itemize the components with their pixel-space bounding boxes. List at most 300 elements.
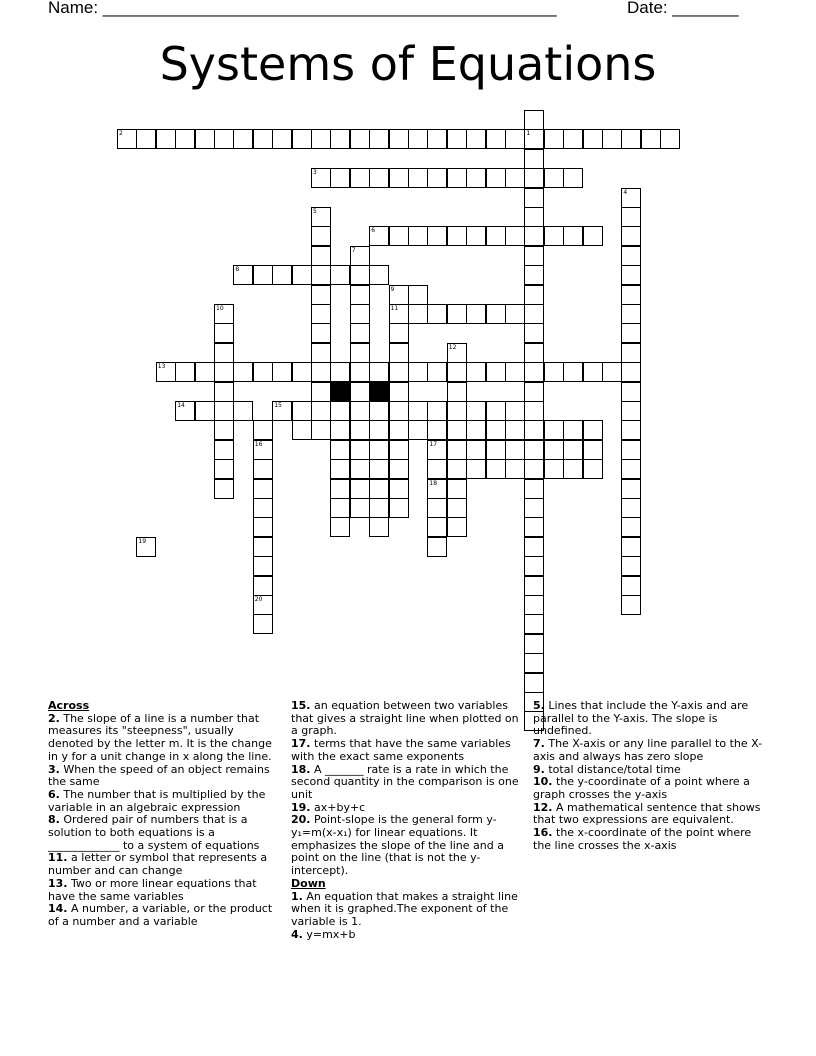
clue-number-14: 14 [177, 402, 185, 409]
crossword-cell[interactable] [524, 401, 544, 421]
crossword-cell[interactable] [311, 420, 331, 440]
crossword-cell[interactable] [369, 265, 389, 285]
clue-across-14: 14. A number, a variable, or the product of a number and a variable [48, 902, 273, 928]
crossword-cell[interactable] [621, 420, 641, 440]
crossword-cell[interactable] [350, 129, 370, 149]
crossword-cell[interactable] [427, 168, 447, 188]
crossword-cell[interactable] [195, 129, 215, 149]
crossword-cell[interactable] [544, 420, 564, 440]
crossword-cell[interactable] [253, 479, 273, 499]
crossword-cell[interactable] [524, 556, 544, 576]
crossword-cell[interactable] [505, 440, 525, 460]
crossword-cell[interactable] [544, 129, 564, 149]
crossword-cell[interactable] [486, 168, 506, 188]
clue-number-8: 8 [235, 266, 240, 274]
crossword-cell[interactable] [447, 362, 467, 382]
crossword-cell[interactable] [486, 362, 506, 382]
crossword-cell[interactable] [330, 479, 350, 499]
crossword-cell[interactable] [427, 304, 447, 324]
crossword-cell[interactable] [524, 265, 544, 285]
black-cell [330, 382, 350, 402]
crossword-cell[interactable] [621, 537, 641, 557]
crossword-cell[interactable] [214, 382, 234, 402]
crossword-cell[interactable] [466, 440, 486, 460]
clue-across-3: 3. When the speed of an object remains the same [48, 762, 270, 789]
crossword-cell[interactable] [253, 129, 273, 149]
page-title: Systems of Equations [159, 37, 657, 91]
crossword-cell[interactable] [447, 517, 467, 537]
crossword-cell[interactable] [350, 498, 370, 518]
crossword-cell[interactable] [544, 459, 564, 479]
crossword-cell[interactable] [524, 226, 544, 246]
crossword-cell[interactable] [389, 498, 409, 518]
date-field[interactable]: Date: _______ [627, 0, 739, 17]
crossword-cell[interactable] [563, 226, 583, 246]
clue-number-11: 11 [390, 305, 399, 312]
crossword-cell[interactable] [253, 362, 273, 382]
crossword-cell[interactable] [350, 420, 370, 440]
crossword-cell[interactable] [253, 576, 273, 596]
crossword-cell[interactable] [389, 382, 409, 402]
crossword-cell[interactable] [389, 129, 409, 149]
crossword-cell[interactable] [408, 285, 428, 305]
across-heading: Across [48, 699, 90, 712]
crossword-cell[interactable] [408, 304, 428, 324]
crossword-cell[interactable] [486, 226, 506, 246]
crossword-cell[interactable] [330, 459, 350, 479]
crossword-cell[interactable] [369, 479, 389, 499]
crossword-cell[interactable] [563, 420, 583, 440]
clue-number-5: 5 [313, 208, 317, 215]
clue-across-11: 11. a letter or symbol that represents a number and can change [48, 851, 268, 878]
crossword-cell[interactable] [175, 401, 195, 421]
crossword-cell[interactable] [175, 362, 195, 382]
crossword-cell[interactable] [214, 343, 234, 363]
crossword-cell[interactable] [350, 362, 370, 382]
crossword-cell[interactable] [389, 459, 409, 479]
crossword-cell[interactable] [524, 188, 544, 208]
crossword-cell[interactable] [369, 226, 389, 246]
crossword-cell[interactable] [195, 362, 215, 382]
crossword-cell[interactable] [369, 129, 389, 149]
crossword-cell[interactable] [621, 129, 641, 149]
crossword-cell[interactable] [330, 440, 350, 460]
clue-number-1: 1 [526, 130, 531, 138]
crossword-cell[interactable] [447, 129, 467, 149]
clue-number-6: 6 [371, 227, 376, 235]
crossword-cell[interactable] [524, 304, 544, 324]
crossword-cell[interactable] [292, 420, 312, 440]
crossword-cell[interactable] [563, 440, 583, 460]
crossword-cell[interactable] [447, 304, 467, 324]
crossword-cell[interactable] [408, 226, 428, 246]
crossword-cell[interactable] [253, 498, 273, 518]
crossword-cell[interactable] [214, 401, 234, 421]
crossword-cell[interactable] [272, 362, 292, 382]
crossword-cell[interactable] [621, 285, 641, 305]
crossword-cell[interactable] [466, 420, 486, 440]
crossword-cell[interactable] [330, 498, 350, 518]
crossword-cell[interactable] [583, 459, 603, 479]
crossword-cell[interactable] [466, 362, 486, 382]
crossword-cell[interactable] [583, 440, 603, 460]
crossword-cell[interactable] [175, 129, 195, 149]
crossword-cell[interactable] [486, 420, 506, 440]
clue-number-15: 15 [274, 402, 282, 409]
crossword-cell[interactable] [408, 168, 428, 188]
crossword-cell[interactable] [447, 343, 467, 363]
crossword-cell[interactable] [427, 498, 447, 518]
crossword-cell[interactable] [272, 265, 292, 285]
crossword-cell[interactable] [641, 129, 661, 149]
crossword-cell[interactable] [369, 517, 389, 537]
crossword-cell[interactable] [544, 168, 564, 188]
crossword-cell[interactable] [389, 420, 409, 440]
clue-down-4: 4. y=mx+b [291, 927, 356, 941]
crossword-cell[interactable] [350, 323, 370, 343]
crossword-cell[interactable] [350, 401, 370, 421]
crossword-cell[interactable] [447, 440, 467, 460]
crossword-cell[interactable] [524, 614, 544, 634]
crossword-cell[interactable] [330, 517, 350, 537]
clue-number-3: 3 [313, 169, 317, 177]
crossword-cell[interactable] [369, 401, 389, 421]
crossword-cell[interactable] [602, 129, 622, 149]
crossword-cell[interactable] [447, 459, 467, 479]
crossword-cell[interactable] [389, 479, 409, 499]
crossword-cell[interactable] [466, 129, 486, 149]
crossword-cell[interactable] [524, 479, 544, 499]
crossword-cell[interactable] [350, 285, 370, 305]
clue-down-12: 12. A mathematical sentence that shows that two expressions are equivalent. [533, 800, 761, 827]
crossword-cell[interactable] [389, 168, 409, 188]
crossword-cell[interactable] [350, 246, 370, 266]
crossword-cell[interactable] [427, 129, 447, 149]
crossword-cell[interactable] [389, 401, 409, 421]
down-heading: Down [291, 876, 326, 890]
clue-across-17: 17. terms that have the same variables with the exact same exponents [291, 737, 511, 763]
crossword-cell[interactable] [389, 323, 409, 343]
crossword-cell[interactable] [447, 226, 467, 246]
crossword-cell[interactable] [621, 479, 641, 499]
crossword-cell[interactable] [389, 440, 409, 460]
crossword-cell[interactable] [311, 323, 331, 343]
clue-number-17: 17 [429, 440, 438, 448]
crossword-cell[interactable] [330, 129, 350, 149]
clue-number-4: 4 [623, 188, 628, 196]
crossword-cell[interactable] [195, 401, 215, 421]
crossword-cell[interactable] [311, 168, 331, 188]
crossword-cell[interactable] [311, 382, 331, 402]
crossword-cell[interactable] [214, 420, 234, 440]
crossword-cell[interactable] [350, 382, 370, 402]
clue-down-9: 9. total distance/total time [533, 762, 681, 776]
crossword-cell[interactable] [369, 459, 389, 479]
crossword-cell[interactable] [524, 440, 544, 460]
crossword-cell[interactable] [524, 517, 544, 537]
crossword-cell[interactable] [389, 362, 409, 382]
crossword-cell[interactable] [583, 129, 603, 149]
clue-number-18: 18 [429, 479, 438, 487]
crossword-cell[interactable] [233, 265, 253, 285]
crossword-cell[interactable] [253, 556, 273, 576]
clue-number-2: 2 [119, 130, 123, 138]
clue-number-10: 10 [216, 305, 224, 312]
crossword-cell[interactable] [214, 479, 234, 499]
crossword-cell[interactable] [505, 226, 525, 246]
crossword-cell[interactable] [292, 362, 312, 382]
crossword-cell[interactable] [466, 226, 486, 246]
crossword-cell[interactable] [621, 517, 641, 537]
crossword-cell[interactable] [466, 401, 486, 421]
crossword-cell[interactable] [563, 168, 583, 188]
crossword-cell[interactable] [621, 246, 641, 266]
crossword-cell[interactable] [311, 362, 331, 382]
crossword-cell[interactable] [292, 401, 312, 421]
crossword-cell[interactable] [350, 479, 370, 499]
crossword-cell[interactable] [563, 362, 583, 382]
crossword-cell[interactable] [311, 207, 331, 227]
crossword-cell[interactable] [466, 459, 486, 479]
clue-across-18: 18. A _______ rate is a rate in which the second quantity in the comparison is one unit [291, 762, 519, 801]
crossword-cell[interactable] [505, 304, 525, 324]
crossword-cell[interactable] [563, 459, 583, 479]
crossword-cell[interactable] [389, 285, 409, 305]
crossword-cell[interactable] [253, 537, 273, 557]
crossword-cell[interactable] [524, 673, 544, 693]
crossword-cell[interactable] [505, 362, 525, 382]
crossword-cell[interactable] [524, 653, 544, 673]
crossword-cell[interactable] [621, 382, 641, 402]
clue-across-19: 19. ax+by+c [291, 800, 366, 814]
crossword-cell[interactable] [389, 226, 409, 246]
crossword-cell[interactable] [311, 246, 331, 266]
crossword-cell[interactable] [486, 401, 506, 421]
crossword-cell[interactable] [621, 188, 641, 208]
crossword-cell[interactable] [524, 285, 544, 305]
crossword-cell[interactable] [621, 265, 641, 285]
crossword-cell[interactable] [427, 517, 447, 537]
crossword-cell[interactable] [272, 129, 292, 149]
clue-number-19: 19 [138, 537, 147, 545]
clue-number-13: 13 [157, 363, 166, 371]
crossword-cell[interactable] [214, 129, 234, 149]
crossword-cell[interactable] [408, 129, 428, 149]
crossword-cell[interactable] [330, 401, 350, 421]
crossword-cell[interactable] [486, 440, 506, 460]
crossword-cell[interactable] [505, 129, 525, 149]
crossword-cell[interactable] [350, 459, 370, 479]
crossword-cell[interactable] [621, 498, 641, 518]
crossword-cell[interactable] [253, 420, 273, 440]
clue-across-20: 20. Point-slope is the general form y-y₁=m(x-x₁) for linear equations. It emphasizes the slope of the line and a point on the line (that is not the y-intercept). [291, 813, 504, 878]
clue-number-9: 9 [390, 285, 395, 293]
crossword-cell[interactable] [524, 149, 544, 169]
crossword-cell[interactable] [156, 129, 176, 149]
crossword-cell[interactable] [427, 420, 447, 440]
crossword-cell[interactable] [311, 129, 331, 149]
crossword-cell[interactable] [311, 304, 331, 324]
crossword-cell[interactable] [389, 343, 409, 363]
crossword-cell[interactable] [330, 420, 350, 440]
crossword-cell[interactable] [253, 595, 273, 615]
crossword-cell[interactable] [311, 285, 331, 305]
crossword-cell[interactable] [583, 362, 603, 382]
crossword-cell[interactable] [621, 459, 641, 479]
crossword-cell[interactable] [427, 226, 447, 246]
crossword-cell[interactable] [447, 168, 467, 188]
crossword-cell[interactable] [621, 440, 641, 460]
crossword-cell[interactable] [136, 537, 156, 557]
crossword-cell[interactable] [233, 401, 253, 421]
crossword-cell[interactable] [369, 420, 389, 440]
crossword-cell[interactable] [253, 265, 273, 285]
crossword-cell[interactable] [621, 343, 641, 363]
crossword-cell[interactable] [524, 498, 544, 518]
crossword-cell[interactable] [524, 576, 544, 596]
crossword-cell[interactable] [408, 362, 428, 382]
crossword-cell[interactable] [524, 420, 544, 440]
crossword-cell[interactable] [214, 304, 234, 324]
crossword-cell[interactable] [621, 576, 641, 596]
crossword-cell[interactable] [524, 168, 544, 188]
crossword-cell[interactable] [369, 440, 389, 460]
crossword-cell[interactable] [524, 634, 544, 654]
crossword-cell[interactable] [292, 265, 312, 285]
crossword-cell[interactable] [447, 498, 467, 518]
black-cell [369, 382, 389, 402]
clue-number-16: 16 [254, 440, 263, 448]
crossword-cell[interactable] [466, 168, 486, 188]
crossword-cell[interactable] [602, 362, 622, 382]
crossword-cell[interactable] [253, 459, 273, 479]
crossword-cell[interactable] [524, 110, 544, 130]
crossword-cell[interactable] [505, 459, 525, 479]
crossword-cell[interactable] [621, 595, 641, 615]
crossword-cell[interactable] [660, 129, 680, 149]
crossword-cell[interactable] [621, 304, 641, 324]
crossword-cell[interactable] [311, 226, 331, 246]
crossword-cell[interactable] [583, 226, 603, 246]
clue-across-13: 13. Two or more linear equations that have the same variables [48, 876, 257, 903]
crossword-cell[interactable] [427, 459, 447, 479]
crossword-cell[interactable] [427, 479, 447, 499]
crossword-cell[interactable] [486, 459, 506, 479]
crossword-cell[interactable] [214, 323, 234, 343]
crossword-cell[interactable] [350, 265, 370, 285]
crossword-cell[interactable] [233, 362, 253, 382]
crossword-cell[interactable] [330, 265, 350, 285]
crossword-cell[interactable] [427, 401, 447, 421]
crossword-cell[interactable] [233, 129, 253, 149]
clue-down-7: 7. The X-axis or any line parallel to the X-axis and always has zero slope [533, 737, 763, 763]
crossword-cell[interactable] [292, 129, 312, 149]
crossword-cell[interactable] [544, 440, 564, 460]
crossword-cell[interactable] [350, 168, 370, 188]
crossword-cell[interactable] [544, 362, 564, 382]
name-field[interactable]: Name: ________________________________________________ [48, 0, 557, 17]
crossword-cell[interactable] [524, 246, 544, 266]
crossword-cell[interactable] [447, 479, 467, 499]
crossword-cell[interactable] [447, 401, 467, 421]
crossword-cell[interactable] [311, 401, 331, 421]
crossword-cell[interactable] [350, 343, 370, 363]
crossword-cell[interactable] [505, 420, 525, 440]
crossword-cell[interactable] [427, 537, 447, 557]
crossword-cell[interactable] [253, 440, 273, 460]
clue-across-2: 2. The slope of a line is a number that measures its "steepness", usually denoted by the letter m. It is the change in y for a unit change in x along the line. [48, 711, 272, 763]
crossword-cell[interactable] [369, 362, 389, 382]
crossword-cell[interactable] [156, 362, 176, 382]
crossword-cell[interactable] [214, 459, 234, 479]
crossword-cell[interactable] [330, 362, 350, 382]
crossword-cell[interactable] [621, 556, 641, 576]
crossword-cell[interactable] [350, 440, 370, 460]
crossword-cell[interactable] [253, 517, 273, 537]
crossword-cell[interactable] [369, 498, 389, 518]
crossword-cell[interactable] [524, 207, 544, 227]
crossword-cell[interactable] [486, 129, 506, 149]
crossword-cell[interactable] [447, 420, 467, 440]
clue-across-15: 15. an equation between two variables that gives a straight line when plotted on a graph. [291, 699, 519, 738]
crossword-cell[interactable] [524, 382, 544, 402]
clue-across-8: 8. Ordered pair of numbers that is a solution to both equations is a _____________ to a system of equations [48, 813, 260, 852]
crossword-cell[interactable] [621, 207, 641, 227]
crossword-cell[interactable] [524, 343, 544, 363]
crossword-cell[interactable] [253, 614, 273, 634]
crossword-cell[interactable] [272, 401, 292, 421]
crossword-cell[interactable] [524, 595, 544, 615]
crossword-cell[interactable] [136, 129, 156, 149]
crossword-cell[interactable] [621, 401, 641, 421]
clues-column-3 [533, 700, 767, 852]
crossword-cell[interactable] [621, 362, 641, 382]
crossword-cell[interactable] [524, 129, 544, 149]
clues-column-1 [48, 700, 281, 929]
crossword-cell[interactable] [524, 459, 544, 479]
clue-number-20: 20 [254, 596, 263, 603]
crossword-cell[interactable] [524, 323, 544, 343]
crossword-cell[interactable] [311, 265, 331, 285]
crossword-cell[interactable] [408, 401, 428, 421]
crossword-cell[interactable] [486, 304, 506, 324]
crossword-cell[interactable] [117, 129, 137, 149]
crossword-cell[interactable] [583, 420, 603, 440]
crossword-cell[interactable] [563, 129, 583, 149]
crossword-cell[interactable] [350, 304, 370, 324]
crossword-cell[interactable] [447, 382, 467, 402]
crossword-cell[interactable] [505, 401, 525, 421]
crossword-cell[interactable] [369, 168, 389, 188]
crossword-cell[interactable] [408, 420, 428, 440]
crossword-cell[interactable] [427, 362, 447, 382]
crossword-cell[interactable] [214, 440, 234, 460]
crossword-cell[interactable] [389, 304, 409, 324]
crossword-cell[interactable] [311, 343, 331, 363]
crossword-cell[interactable] [427, 440, 447, 460]
crossword-cell[interactable] [330, 168, 350, 188]
crossword-cell[interactable] [621, 226, 641, 246]
clue-down-5: 5. Lines that include the Y-axis and are parallel to the Y-axis. The slope is undefined. [533, 699, 749, 738]
crossword-cell[interactable] [466, 304, 486, 324]
crossword-cell[interactable] [214, 362, 234, 382]
crossword-cell[interactable] [524, 362, 544, 382]
clue-number-7: 7 [351, 246, 356, 254]
crossword-cell[interactable] [505, 168, 525, 188]
crossword-cell[interactable] [621, 323, 641, 343]
crossword-cell[interactable] [524, 537, 544, 557]
crossword-cell[interactable] [544, 226, 564, 246]
